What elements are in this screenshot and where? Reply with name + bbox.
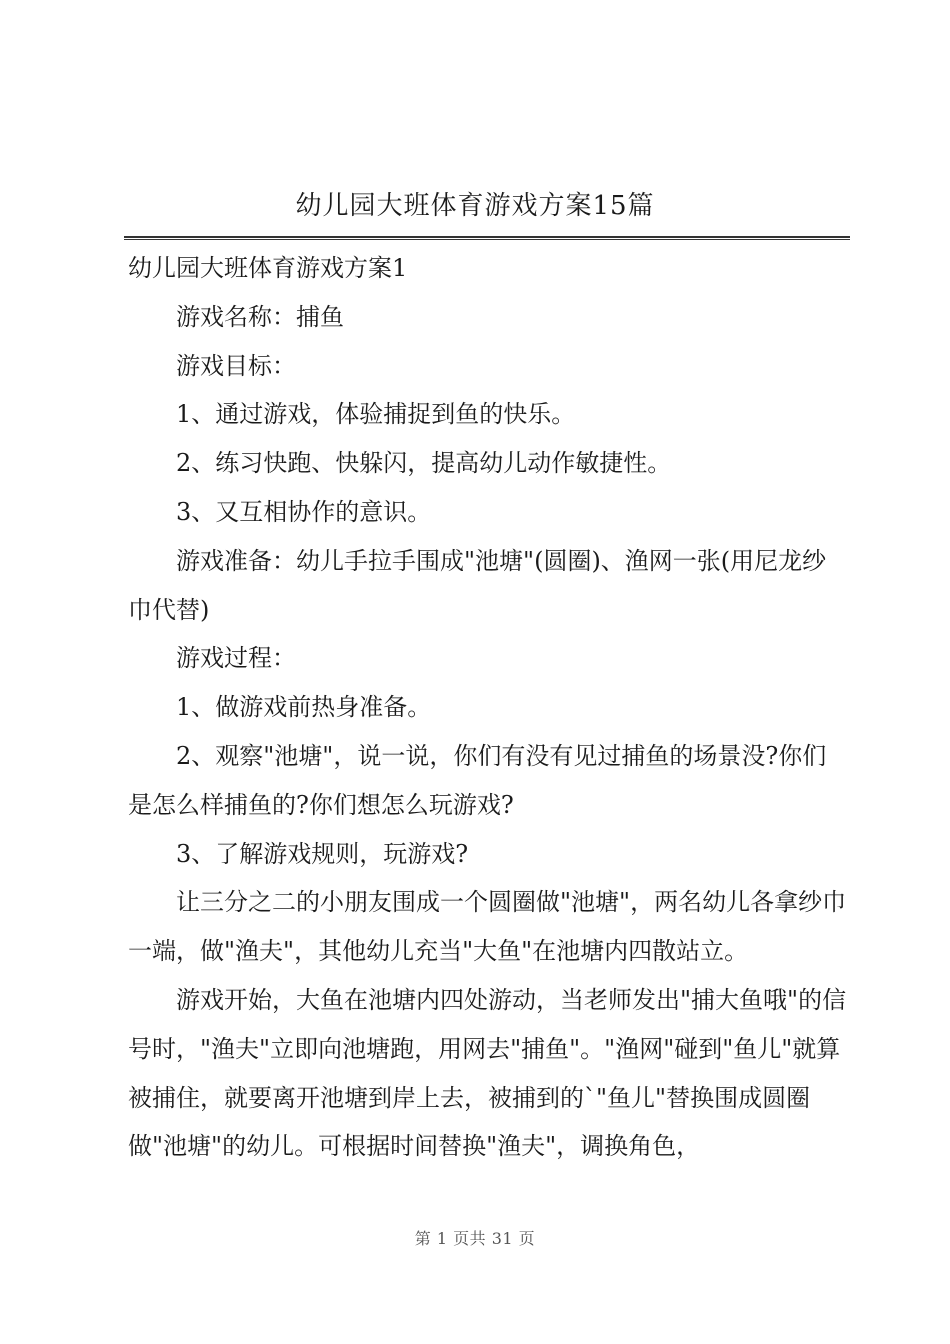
paragraph: 3、了解游戏规则，玩游戏? bbox=[176, 839, 469, 868]
section-heading: 幼儿园大班体育游戏方案1 bbox=[128, 254, 408, 282]
paragraph: 1、做游戏前热身准备。 bbox=[176, 693, 432, 722]
paragraph: 游戏目标： bbox=[176, 351, 296, 380]
paragraph: 1、通过游戏，体验捕捉到鱼的快乐。 bbox=[176, 400, 576, 429]
title-divider bbox=[124, 236, 850, 240]
paragraph: 游戏准备：幼儿手拉手围成"池塘"(圆圈)、渔网一张(用尼龙纱巾代替) bbox=[128, 546, 827, 624]
paragraph: 让三分之二的小朋友围成一个圆圈做"池塘"，两名幼儿各拿纱巾一端，做"渔夫"，其他幼儿充当"大鱼"在池塘内四散站立。 bbox=[128, 888, 847, 966]
paragraph: 2、观察"池塘"，说一说，你们有没有见过捕鱼的场景没?你们是怎么样捕鱼的?你们想怎么玩游戏? bbox=[128, 741, 827, 819]
paragraph: 游戏开始，大鱼在池塘内四处游动，当老师发出"捕大鱼哦"的信号时，"渔夫"立即向池塘跑，用网去"捕鱼"。"渔网"碰到"鱼儿"就算被捕住，就要离开池塘到岸上去，被捕到的`"鱼儿"替换围成圆圈做"池塘"的幼儿。可根据时间替换"渔夫"，调换角色， bbox=[128, 985, 847, 1161]
document-body bbox=[128, 244, 850, 1171]
paragraph: 游戏过程： bbox=[176, 644, 296, 673]
page-footer: 第 1 页共 31 页 bbox=[414, 1229, 536, 1248]
document-title: 幼儿园大班体育游戏方案15篇 bbox=[295, 191, 655, 221]
paragraph: 游戏名称：捕鱼 bbox=[176, 302, 344, 331]
paragraph: 3、又互相协作的意识。 bbox=[176, 497, 432, 526]
paragraph: 2、练习快跑、快躲闪，提高幼儿动作敏捷性。 bbox=[176, 449, 672, 478]
